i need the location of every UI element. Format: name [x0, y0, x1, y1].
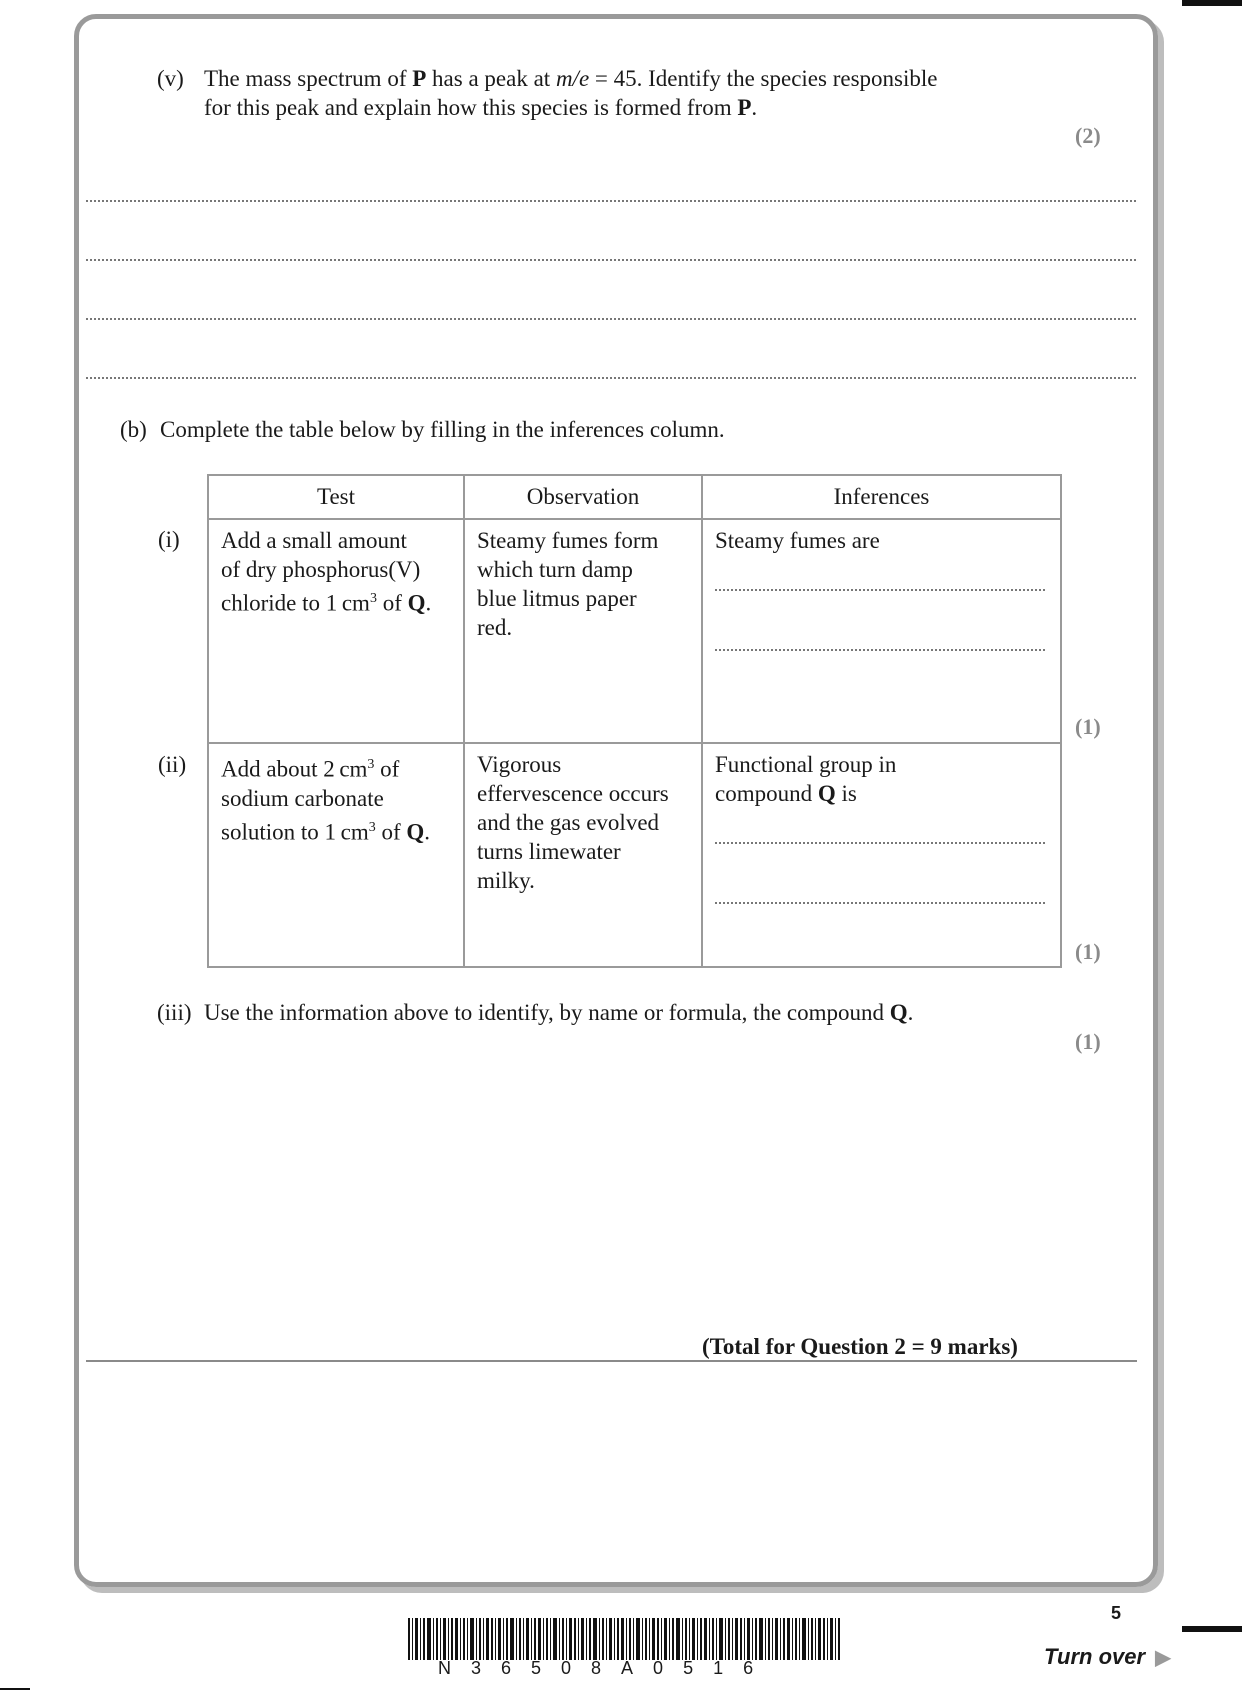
text-line: milky.: [477, 868, 535, 893]
row-i-test: [208, 519, 464, 743]
text-line: Vigorous: [477, 752, 562, 777]
superscript: 3: [369, 591, 377, 606]
text-line: and the gas evolved: [477, 810, 660, 835]
text-run: of: [376, 590, 408, 616]
text-line: [221, 584, 451, 618]
superscript: 3: [367, 757, 375, 772]
text-run: P: [737, 95, 752, 120]
row-ii-answer-line-1[interactable]: [715, 842, 1045, 844]
row-ii-test: [208, 743, 464, 967]
text-run: for this peak and explain how this species is formed from: [204, 95, 738, 120]
text-run: .: [907, 1000, 914, 1025]
superscript: 3: [368, 819, 376, 835]
text-run: .: [425, 590, 432, 616]
text-line: effervescence occurs: [477, 781, 669, 806]
edge-mark-top: [1182, 0, 1242, 6]
text-run: Q: [406, 819, 425, 845]
header-observation: Observation: [464, 475, 702, 519]
text-run: .: [751, 95, 758, 120]
text-run: solution to 1 cm: [221, 819, 369, 845]
text-run: P: [412, 66, 427, 91]
text-line: red.: [477, 615, 513, 640]
question-iii-text: [204, 998, 913, 1027]
edge-mark-bottom: [1182, 1626, 1242, 1632]
question-v-line2: [204, 93, 757, 122]
page-number: 5: [1111, 1603, 1122, 1623]
text-run: Q: [407, 590, 426, 616]
text-line: sodium carbonate: [221, 785, 384, 811]
turn-over-text: Turn over: [1044, 1644, 1146, 1669]
barcode: [408, 1618, 840, 1660]
turn-over-label: [1044, 1644, 1171, 1670]
header-inferences: Inferences: [702, 475, 1061, 519]
text-line: which turn damp: [477, 557, 633, 582]
row-ii-mark: (1): [1075, 939, 1101, 964]
question-v-line1: [204, 64, 937, 93]
text-line: Steamy fumes are: [715, 528, 880, 553]
text-run: compound: [715, 781, 818, 806]
text-line: [221, 750, 451, 784]
row-i-mark: (1): [1075, 714, 1101, 739]
text-run: of: [375, 819, 407, 845]
answer-line-2[interactable]: [86, 259, 1136, 261]
text-run: = 45. Identify the species responsible: [589, 66, 938, 91]
row-ii-number: (ii): [158, 752, 187, 777]
question-b-label: (b): [120, 417, 147, 442]
question-iii-number: (iii): [157, 1000, 192, 1025]
text-run: chloride to 1 cm: [221, 590, 370, 616]
text-line: Functional group in: [715, 752, 897, 777]
answer-line-1[interactable]: [86, 200, 1136, 202]
question-v-number: (v): [157, 66, 184, 91]
barcode-number: N36508A0516: [438, 1658, 774, 1678]
row-i-answer-line-1[interactable]: [715, 589, 1045, 591]
row-ii-observation: [464, 743, 702, 967]
text-line: [715, 779, 1048, 808]
text-run: is: [835, 781, 857, 806]
row-ii-inferences: [702, 743, 1061, 967]
play-arrow-icon: ▶: [1155, 1647, 1171, 1669]
inferences-table: [207, 474, 1062, 968]
row-i-observation: [464, 519, 702, 743]
row-i-inferences: [702, 519, 1061, 743]
text-run: .: [424, 819, 431, 845]
question-iii-mark: (1): [1075, 1029, 1101, 1054]
header-test: Test: [208, 475, 464, 519]
question-b-text: Complete the table below by filling in the inferences column.: [160, 417, 725, 442]
answer-line-3[interactable]: [86, 318, 1136, 320]
text-line: Steamy fumes form: [477, 528, 659, 553]
row-ii-answer-line-2[interactable]: [715, 902, 1045, 904]
text-run: Use the information above to identify, by name or formula, the compound: [204, 1000, 890, 1025]
text-line: turns limewater: [477, 839, 621, 864]
question-total: (Total for Question 2 = 9 marks): [702, 1334, 1018, 1359]
text-run: of: [374, 756, 400, 782]
text-run: m/e: [555, 66, 590, 91]
row-i-answer-line-2[interactable]: [715, 649, 1045, 651]
text-run: Add about 2 cm: [221, 756, 368, 782]
edge-mark-left: [0, 1688, 30, 1690]
text-run: The mass spectrum of: [204, 66, 413, 91]
question-v-mark: (2): [1075, 123, 1101, 148]
text-run: has a peak at: [426, 66, 556, 91]
text-line: blue litmus paper: [477, 586, 637, 611]
text-line: of dry phosphorus(V): [221, 557, 421, 582]
text-line: [221, 813, 451, 847]
text-run: Q: [817, 781, 836, 806]
answer-line-4[interactable]: [86, 377, 1136, 379]
text-run: Q: [889, 1000, 908, 1025]
text-line: Add a small amount: [221, 528, 407, 553]
total-rule: [86, 1360, 1137, 1362]
row-i-number: (i): [158, 527, 180, 552]
